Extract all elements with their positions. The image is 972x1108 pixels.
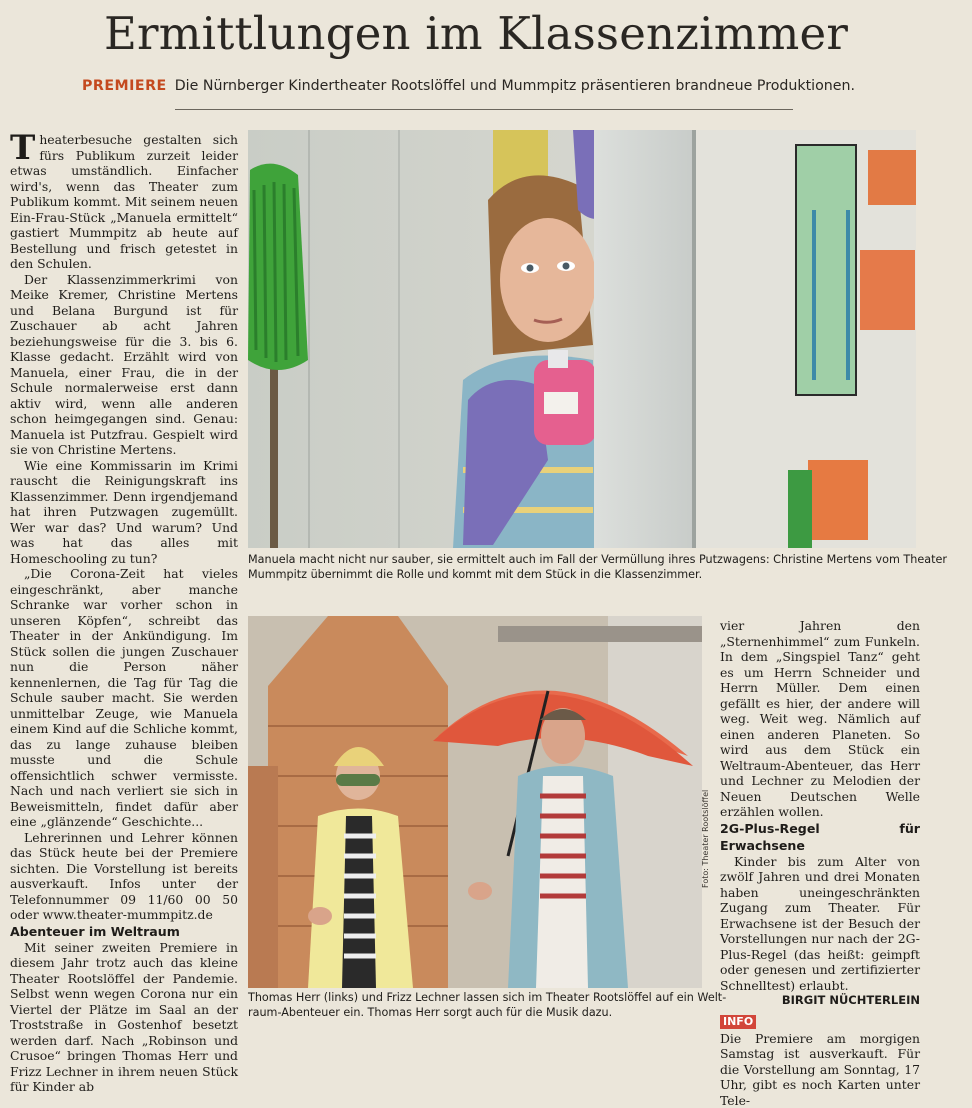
subhead-weltraum: Abenteuer im Weltraum [10,923,238,940]
paragraph-4: „Die Corona-Zeit hat vieles eingeschränkt, aber manche Schranke war vorher schon in unseren Köpfen“, schreibt das Theater in der Ankündigung. Im Stück sollen die jungen Zuschauer nun die Person näher kennenlernen, die Tag für Tag die Schule sauber macht. Sie werden unmittelbar Zeuge, wie Manuela einem Kind auf die Schliche kommt, das zu lange zuhause bleiben musste und die Schule offensichtlich schwer vermisste. Nach und nach verliert sie sich in Beweismitteln, findet dafür aber eine „glänzende“ Geschichte... [10,566,238,830]
caption-photo-1-line-1: Manuela macht nicht nur sauber, sie ermittelt auch im Fall der Vermüllung ihres Putzwagens: Christine Mertens vom Theater [248,553,916,568]
right-paragraph-3: Die Premiere am morgigen Samstag ist ausverkauft. Für die Vorstellung am Sonntag, 17 Uhr, gibt es noch Karten unter Tele- [720,1031,920,1108]
paragraph-5: Lehrerinnen und Lehrer können das Stück heute bei der Premiere sichten. Die Vorstellung ist bereits ausverkauft. Infos unter der Telefonnummer 09 11/60 00 50 oder www.theater-mummpitz.de [10,830,238,923]
article-right-column [720,618,920,1024]
photo-credit: Foto: Theater Rootslöffel [701,790,710,888]
byline: BIRGIT NÜCHTERLEIN [720,993,920,1009]
caption-photo-1 [248,553,916,582]
divider-rule [175,109,793,110]
photo-manuela [248,130,916,548]
paragraph-2: Der Klassenzimmerkrimi von Meike Kremer, Christine Mertens und Belana Burgund ist für Zuschauer ab acht Jahren beziehungsweise für die 3. bis 6. Klasse gedacht. Erzählt wird von Manuela, einer Frau, die in der Schule normalerweise erst dann aktiv wird, wenn alle anderen schon heimgegangen sind. Genau: Manuela ist Putzfrau. Gespielt wird sie von Christine Mertens. [10,272,238,458]
photo-rootsloeffel [248,616,702,988]
headline: Ermittlungen im Klassenzimmer [0,6,952,62]
right-paragraph-2: Kinder bis zum Alter von zwölf Jahren und drei Monaten haben uneingeschränkten Zugang zum Theater. Für Erwachsene ist der Besuch der Vorstellungen nur nach der 2G-Plus-Regel (das heißt: geimpft oder genesen und zertifizierter Schnelltest) erlaubt. [720,854,920,994]
subhead-2g-plus: 2G-Plus-Regel für Erwachsene [720,820,920,854]
paragraph-6: Mit seiner zweiten Premiere in diesem Jahr trotz auch das kleine Theater Rootslöffel der Pandemie. Selbst wenn wegen Corona nur ein Viertel der Plätze im Saal an der Troststraße in Gostenhof besetzt werden darf. Nach „Robinson und Crusoe“ bringen Thomas Herr und Frizz Lechner in ihrem neuen Stück für Kinder ab [10,940,238,1095]
right-paragraph-1: vier Jahren den „Sternenhimmel“ zum Funkeln. In dem „Singspiel Tanz“ geht es um Herrn Schneider und Herrn Müller. Dem einen gefällt es hier, der andere will weg. Weit weg. Nämlich auf einen anderen Planeten. So wird aus dem Stück ein Weltraum-Abenteuer, das Herr und Lechner zu Melodien der Neuen Deutschen Welle erzählen wollen. [720,618,920,820]
photo-rootsloeffel-illustration [248,616,702,988]
paragraph-1-text: heaterbesuche gestalten sich fürs Publikum zurzeit leider etwas umständlich. Einfacher wird's, wenn das Theater zum Publikum kommt. Mit seinem neuen Ein-Frau-Stück „Manuela ermittelt“ gastiert Mummpitz ab heute auf Bestellung und frisch getestet in den Schulen. [10,132,238,271]
photo-manuela-illustration [248,130,916,548]
caption-photo-1-line-2: Mummpitz übernimmt die Rolle und kommt mit dem Stück in die Klassenzimmer. [248,568,916,583]
kicker [82,76,902,96]
paragraph-3: Wie eine Kommissarin im Krimi rauscht die Reinigungskraft ins Klassenzimmer. Denn irgendjemand hat ihren Putzwagen zugemüllt. Wer war das? Und warum? Und was hat das alles mit Homeschooling zu tun? [10,458,238,567]
paragraph-1 [10,132,238,272]
caption-photo-2-line-1: Thomas Herr (links) und Frizz Lechner lassen sich im Theater Rootslöffel auf ein Welt- [248,991,702,1006]
kicker-text: Die Nürnberger Kindertheater Rootslöffel und Mummpitz präsentieren brandneue Produktionen. [175,78,855,94]
caption-photo-2-line-2: raum-Abenteuer ein. Thomas Herr sorgt auch für die Musik dazu. [248,1006,702,1021]
kicker-tag: PREMIERE [82,78,167,94]
article-left-column [10,132,238,1020]
info-tag: INFO [720,1015,756,1029]
caption-photo-2 [248,991,702,1020]
dropcap: T [10,134,35,162]
